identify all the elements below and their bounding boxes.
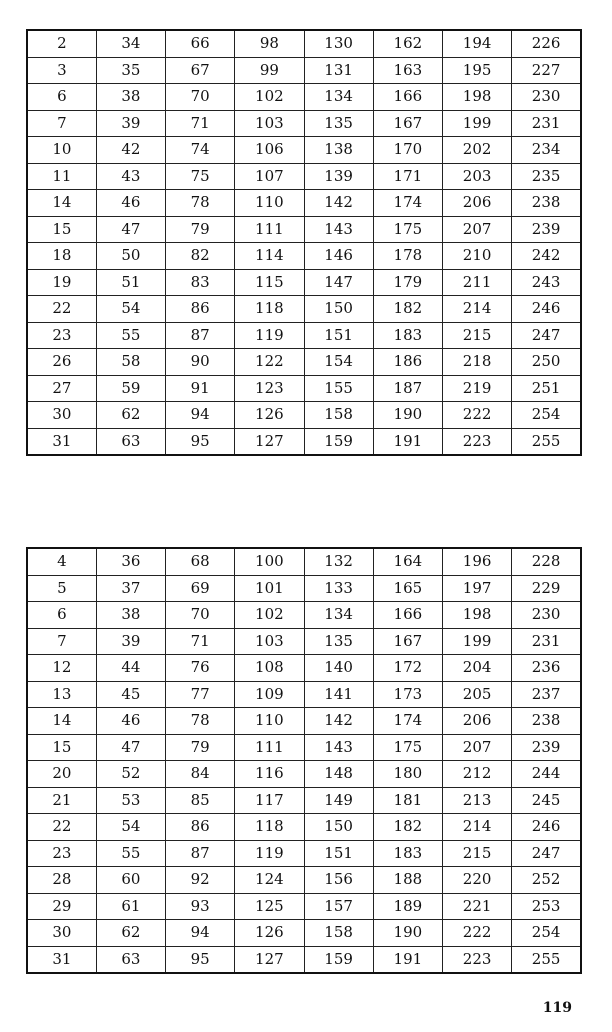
table-cell: 118 [235,814,304,841]
table-cell: 100 [235,548,304,575]
table-cell: 255 [512,946,581,973]
table-cell: 227 [512,57,581,84]
table-row [27,402,581,429]
table-cell: 38 [96,602,165,629]
table-cell: 92 [166,867,235,894]
table-cell: 158 [304,920,373,947]
table-cell: 87 [166,840,235,867]
table-cell: 164 [373,548,442,575]
table-row [27,787,581,814]
table-body [27,548,581,973]
table-cell: 20 [27,761,96,788]
table-cell: 6 [27,84,96,111]
table-cell: 116 [235,761,304,788]
table-cell: 126 [235,920,304,947]
table-cell: 126 [235,402,304,429]
table-cell: 156 [304,867,373,894]
table-cell: 4 [27,548,96,575]
table-cell: 125 [235,893,304,920]
table-cell: 142 [304,190,373,217]
table-cell: 39 [96,628,165,655]
table-cell: 207 [443,216,512,243]
table-cell: 66 [166,30,235,57]
table-cell: 255 [512,428,581,455]
table-cell: 170 [373,137,442,164]
table-cell: 130 [304,30,373,57]
table-cell: 35 [96,57,165,84]
table-cell: 174 [373,190,442,217]
table-cell: 30 [27,920,96,947]
table-cell: 221 [443,893,512,920]
table-row [27,375,581,402]
table-cell: 124 [235,867,304,894]
table-cell: 122 [235,349,304,376]
table-cell: 206 [443,708,512,735]
table-cell: 172 [373,655,442,682]
table-row [27,110,581,137]
table-cell: 78 [166,190,235,217]
table-cell: 246 [512,814,581,841]
number-table-bottom [26,547,582,974]
table-cell: 26 [27,349,96,376]
table-cell: 102 [235,602,304,629]
table-row [27,655,581,682]
table-cell: 247 [512,840,581,867]
table-cell: 5 [27,575,96,602]
table-cell: 131 [304,57,373,84]
table-cell: 79 [166,216,235,243]
table-cell: 123 [235,375,304,402]
table-cell: 134 [304,602,373,629]
table-row [27,946,581,973]
table-cell: 69 [166,575,235,602]
table-cell: 127 [235,946,304,973]
table-cell: 14 [27,190,96,217]
table-cell: 163 [373,57,442,84]
table-cell: 71 [166,628,235,655]
table-cell: 15 [27,216,96,243]
table-cell: 191 [373,428,442,455]
table-cell: 7 [27,110,96,137]
table-row [27,920,581,947]
table-cell: 197 [443,575,512,602]
table-cell: 45 [96,681,165,708]
table-cell: 215 [443,322,512,349]
table-cell: 171 [373,163,442,190]
table-cell: 3 [27,57,96,84]
table-cell: 148 [304,761,373,788]
table-cell: 108 [235,655,304,682]
table-cell: 127 [235,428,304,455]
table-cell: 85 [166,787,235,814]
table-cell: 235 [512,163,581,190]
table-cell: 53 [96,787,165,814]
table-cell: 150 [304,296,373,323]
table-cell: 237 [512,681,581,708]
table-body [27,30,581,455]
table-cell: 62 [96,920,165,947]
table-cell: 39 [96,110,165,137]
table-row [27,840,581,867]
table-cell: 231 [512,628,581,655]
table-cell: 70 [166,602,235,629]
table-cell: 14 [27,708,96,735]
table-cell: 50 [96,243,165,270]
table-cell: 135 [304,110,373,137]
table-cell: 103 [235,110,304,137]
table-cell: 239 [512,216,581,243]
table-cell: 117 [235,787,304,814]
table-cell: 59 [96,375,165,402]
table-cell: 228 [512,548,581,575]
table-cell: 102 [235,84,304,111]
table-row [27,734,581,761]
table-cell: 118 [235,296,304,323]
table-cell: 215 [443,840,512,867]
table-cell: 230 [512,84,581,111]
table-cell: 28 [27,867,96,894]
table-cell: 31 [27,428,96,455]
table-row [27,602,581,629]
table-cell: 114 [235,243,304,270]
table-cell: 223 [443,946,512,973]
table-cell: 58 [96,349,165,376]
table-cell: 109 [235,681,304,708]
table-cell: 214 [443,296,512,323]
table-cell: 149 [304,787,373,814]
table-cell: 76 [166,655,235,682]
table-row [27,296,581,323]
table-cell: 54 [96,814,165,841]
table-cell: 103 [235,628,304,655]
table-cell: 231 [512,110,581,137]
table-row [27,575,581,602]
table-cell: 55 [96,840,165,867]
table-row [27,269,581,296]
table-cell: 94 [166,920,235,947]
table-cell: 251 [512,375,581,402]
table-cell: 198 [443,602,512,629]
table-cell: 154 [304,349,373,376]
table-row [27,163,581,190]
table-cell: 179 [373,269,442,296]
table-cell: 139 [304,163,373,190]
table-cell: 143 [304,216,373,243]
table-cell: 205 [443,681,512,708]
table-cell: 181 [373,787,442,814]
table-cell: 94 [166,402,235,429]
number-table-top [26,29,582,456]
table-cell: 132 [304,548,373,575]
table-cell: 199 [443,628,512,655]
table-cell: 190 [373,920,442,947]
table-cell: 253 [512,893,581,920]
table-cell: 162 [373,30,442,57]
page-number: 119 [542,1000,572,1016]
table-cell: 84 [166,761,235,788]
table-cell: 238 [512,708,581,735]
table-cell: 199 [443,110,512,137]
table-cell: 187 [373,375,442,402]
table-cell: 87 [166,322,235,349]
table-cell: 86 [166,296,235,323]
table-cell: 111 [235,216,304,243]
table-cell: 61 [96,893,165,920]
table-row [27,814,581,841]
table-cell: 119 [235,840,304,867]
table-cell: 77 [166,681,235,708]
table-cell: 254 [512,402,581,429]
table-cell: 140 [304,655,373,682]
table-cell: 46 [96,708,165,735]
table-cell: 135 [304,628,373,655]
table-cell: 27 [27,375,96,402]
table-cell: 206 [443,190,512,217]
table-cell: 236 [512,655,581,682]
table-cell: 43 [96,163,165,190]
table-cell: 159 [304,428,373,455]
table-cell: 222 [443,920,512,947]
table-cell: 110 [235,708,304,735]
table-cell: 194 [443,30,512,57]
table-cell: 250 [512,349,581,376]
table-cell: 23 [27,840,96,867]
table-cell: 223 [443,428,512,455]
table-cell: 60 [96,867,165,894]
table-cell: 175 [373,216,442,243]
table-row [27,190,581,217]
table-cell: 245 [512,787,581,814]
table-cell: 213 [443,787,512,814]
table-cell: 166 [373,84,442,111]
table-cell: 133 [304,575,373,602]
table-cell: 38 [96,84,165,111]
table-cell: 238 [512,190,581,217]
table-cell: 210 [443,243,512,270]
table-cell: 115 [235,269,304,296]
table-cell: 93 [166,893,235,920]
table-cell: 189 [373,893,442,920]
table-cell: 191 [373,946,442,973]
table-cell: 143 [304,734,373,761]
table-cell: 74 [166,137,235,164]
table-cell: 2 [27,30,96,57]
table-cell: 178 [373,243,442,270]
table-cell: 239 [512,734,581,761]
table-row [27,893,581,920]
table-cell: 18 [27,243,96,270]
table-cell: 54 [96,296,165,323]
table-cell: 254 [512,920,581,947]
table-cell: 22 [27,296,96,323]
table-cell: 186 [373,349,442,376]
table-cell: 196 [443,548,512,575]
table-cell: 110 [235,190,304,217]
table-cell: 67 [166,57,235,84]
table-cell: 101 [235,575,304,602]
table-cell: 36 [96,548,165,575]
table-cell: 222 [443,402,512,429]
table-cell: 95 [166,428,235,455]
table-cell: 188 [373,867,442,894]
table-row [27,548,581,575]
table-cell: 182 [373,296,442,323]
table-cell: 142 [304,708,373,735]
table-row [27,322,581,349]
table-row [27,30,581,57]
table-cell: 220 [443,867,512,894]
table-cell: 226 [512,30,581,57]
table-cell: 244 [512,761,581,788]
table-cell: 37 [96,575,165,602]
table-cell: 219 [443,375,512,402]
table-cell: 44 [96,655,165,682]
table-row [27,349,581,376]
table-row [27,681,581,708]
table-cell: 55 [96,322,165,349]
table-cell: 211 [443,269,512,296]
table-cell: 173 [373,681,442,708]
table-row [27,708,581,735]
table-cell: 175 [373,734,442,761]
table-cell: 107 [235,163,304,190]
table-cell: 190 [373,402,442,429]
table-cell: 159 [304,946,373,973]
table-cell: 19 [27,269,96,296]
table-cell: 203 [443,163,512,190]
table-cell: 183 [373,322,442,349]
table-cell: 70 [166,84,235,111]
table-cell: 52 [96,761,165,788]
table-cell: 243 [512,269,581,296]
table-cell: 83 [166,269,235,296]
table-cell: 23 [27,322,96,349]
table-cell: 166 [373,602,442,629]
table-cell: 180 [373,761,442,788]
table-cell: 82 [166,243,235,270]
table-cell: 62 [96,402,165,429]
table-cell: 12 [27,655,96,682]
table-cell: 6 [27,602,96,629]
table-cell: 98 [235,30,304,57]
table-cell: 7 [27,628,96,655]
table-cell: 182 [373,814,442,841]
table-cell: 158 [304,402,373,429]
table-cell: 106 [235,137,304,164]
table-cell: 252 [512,867,581,894]
table-cell: 195 [443,57,512,84]
table-cell: 15 [27,734,96,761]
table-row [27,428,581,455]
table-cell: 212 [443,761,512,788]
table-cell: 183 [373,840,442,867]
table-cell: 13 [27,681,96,708]
table-row [27,628,581,655]
table-cell: 218 [443,349,512,376]
table-cell: 202 [443,137,512,164]
table-cell: 229 [512,575,581,602]
table-row [27,137,581,164]
table-cell: 155 [304,375,373,402]
table-cell: 230 [512,602,581,629]
table-cell: 34 [96,30,165,57]
table-cell: 165 [373,575,442,602]
table-cell: 21 [27,787,96,814]
table-cell: 198 [443,84,512,111]
table-cell: 147 [304,269,373,296]
table-cell: 111 [235,734,304,761]
table-cell: 150 [304,814,373,841]
table-cell: 71 [166,110,235,137]
table-row [27,84,581,111]
table-cell: 63 [96,428,165,455]
table-cell: 11 [27,163,96,190]
table-row [27,243,581,270]
table-cell: 146 [304,243,373,270]
table-cell: 151 [304,322,373,349]
table-cell: 29 [27,893,96,920]
table-cell: 78 [166,708,235,735]
table-cell: 79 [166,734,235,761]
table-cell: 95 [166,946,235,973]
table-cell: 22 [27,814,96,841]
table-cell: 75 [166,163,235,190]
table-cell: 167 [373,110,442,137]
table-cell: 10 [27,137,96,164]
table-cell: 138 [304,137,373,164]
table-cell: 51 [96,269,165,296]
table-cell: 247 [512,322,581,349]
table-cell: 174 [373,708,442,735]
table-cell: 214 [443,814,512,841]
table-cell: 68 [166,548,235,575]
table-cell: 90 [166,349,235,376]
table-cell: 151 [304,840,373,867]
table-cell: 86 [166,814,235,841]
table-cell: 204 [443,655,512,682]
table-cell: 141 [304,681,373,708]
table-cell: 157 [304,893,373,920]
table-cell: 242 [512,243,581,270]
table-cell: 47 [96,216,165,243]
table-cell: 207 [443,734,512,761]
table-cell: 91 [166,375,235,402]
table-cell: 246 [512,296,581,323]
table-cell: 234 [512,137,581,164]
table-cell: 47 [96,734,165,761]
table-cell: 46 [96,190,165,217]
table-cell: 99 [235,57,304,84]
table-row [27,761,581,788]
table-row [27,216,581,243]
table-row [27,57,581,84]
table-row [27,867,581,894]
table-cell: 119 [235,322,304,349]
table-cell: 42 [96,137,165,164]
table-cell: 31 [27,946,96,973]
table-cell: 134 [304,84,373,111]
table-cell: 63 [96,946,165,973]
table-cell: 30 [27,402,96,429]
table-cell: 167 [373,628,442,655]
